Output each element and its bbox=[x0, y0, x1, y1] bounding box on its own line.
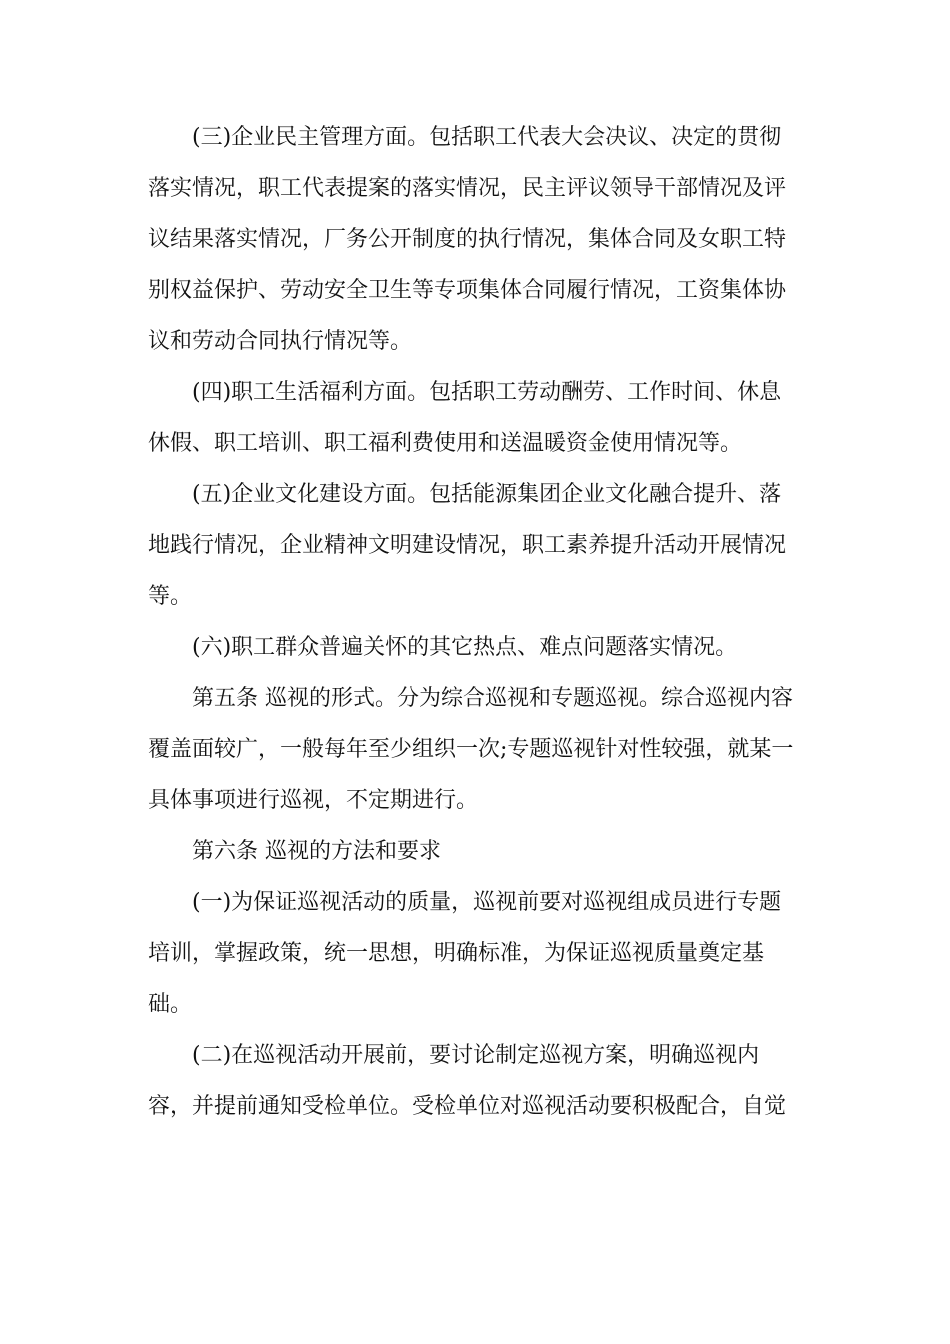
text-line: (二)在巡视活动开展前，要讨论制定巡视方案，明确巡视内 bbox=[192, 1043, 760, 1068]
text-line: (四)职工生活福利方面。包括职工劳动酬劳、工作时间、休息 bbox=[192, 380, 782, 405]
text-line: 地践行情况，企业精神文明建设情况，职工素养提升活动开展情况 bbox=[148, 533, 787, 558]
text-line: 议和劳动合同执行情况等。 bbox=[148, 329, 413, 354]
text-line: 础。 bbox=[148, 992, 193, 1017]
text-line: (六)职工群众普遍关怀的其它热点、难点问题落实情况。 bbox=[192, 635, 738, 660]
text-line: 覆盖面较广，一般每年至少组织一次;专题巡视针对性较强，就某一 bbox=[148, 737, 794, 762]
text-line: 别权益保护、劳动安全卫生等专项集体合同履行情况，工资集体协 bbox=[148, 278, 787, 303]
text-line: (一)为保证巡视活动的质量，巡视前要对巡视组成员进行专题 bbox=[192, 890, 782, 915]
text-line: 等。 bbox=[148, 584, 193, 609]
text-line: 第五条 巡视的形式。分为综合巡视和专题巡视。综合巡视内容 bbox=[192, 686, 793, 711]
text-line: 休假、职工培训、职工福利费使用和送温暖资金使用情况等。 bbox=[148, 431, 743, 456]
text-line: 具体事项进行巡视，不定期进行。 bbox=[148, 788, 479, 813]
text-line: 议结果落实情况，厂务公开制度的执行情况，集体合同及女职工特 bbox=[148, 227, 787, 252]
text-line: (五)企业文化建设方面。包括能源集团企业文化融合提升、落 bbox=[192, 482, 782, 507]
text-line: (三)企业民主管理方面。包括职工代表大会决议、决定的贯彻 bbox=[192, 125, 782, 150]
text-line: 培训，掌握政策，统一思想，明确标准，为保证巡视质量奠定基 bbox=[148, 941, 765, 966]
text-line: 容，并提前通知受检单位。受检单位对巡视活动要积极配合，自觉 bbox=[148, 1094, 787, 1119]
text-line: 落实情况，职工代表提案的落实情况，民主评议领导干部情况及评 bbox=[148, 176, 787, 201]
text-line: 第六条 巡视的方法和要求 bbox=[192, 839, 441, 864]
